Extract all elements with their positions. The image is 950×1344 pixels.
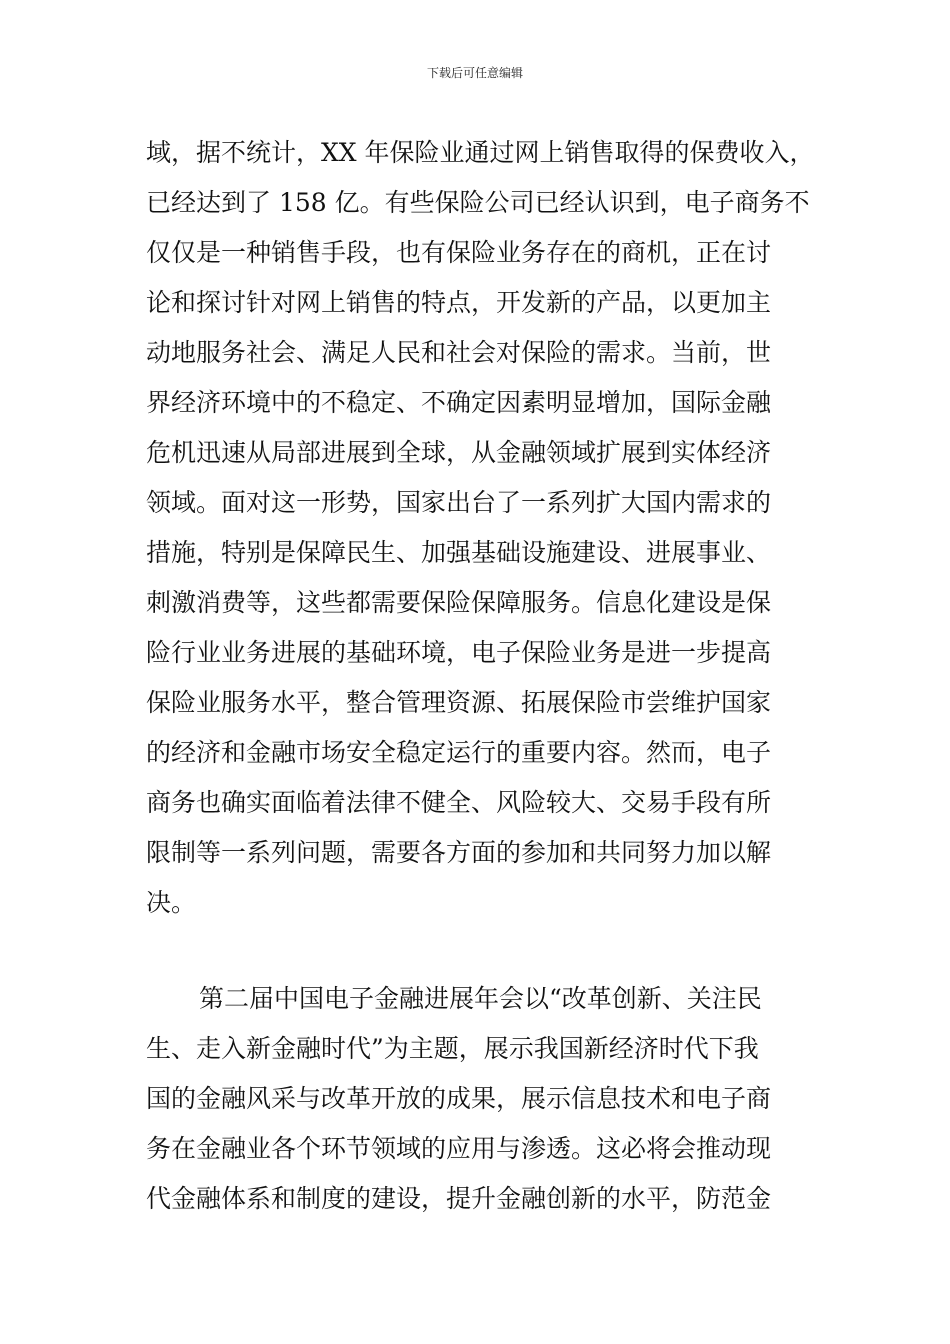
text-line: 领域。面对这一形势，国家出台了一系列扩大国内需求的 [146, 488, 772, 517]
text-line: 保险业服务水平，整合管理资源、拓展保险市尝维护国家 [146, 688, 772, 717]
text-line: 仅仅是一种销售手段，也有保险业务存在的商机，正在讨 [146, 238, 772, 267]
text-line: 决。 [146, 888, 197, 917]
paragraph-gap [146, 928, 816, 974]
document-body [146, 128, 816, 1224]
text-line: 务在金融业各个环节领域的应用与渗透。这必将会推动现 [146, 1134, 772, 1163]
text-line: 已经达到了 158 亿。有些保险公司已经认识到，电子商务不 [146, 188, 810, 217]
text-line: 险行业业务进展的基础环境，电子保险业务是进一步提高 [146, 638, 772, 667]
text-line: 界经济环境中的不稳定、不确定因素明显增加，国际金融 [146, 388, 772, 417]
text-line: 商务也确实面临着法律不健全、风险较大、交易手段有所 [146, 788, 772, 817]
text-line: 限制等一系列问题，需要各方面的参加和共同努力加以解 [146, 838, 772, 867]
text-line: 措施，特别是保障民生、加强基础设施建设、进展事业、 [146, 538, 772, 567]
text-line: 动地服务社会、满足人民和社会对保险的需求。当前，世 [146, 338, 772, 367]
paragraph [146, 974, 816, 1224]
text-line: 生、走入新金融时代”为主题，展示我国新经济时代下我 [146, 1034, 759, 1063]
text-line: 论和探讨针对网上销售的特点，开发新的产品，以更加主 [146, 288, 772, 317]
text-line: 危机迅速从局部进展到全球，从金融领域扩展到实体经济 [146, 438, 772, 467]
text-line: 域，据不统计，XX 年保险业通过网上销售取得的保费收入， [146, 138, 815, 167]
text-line: 国的金融风采与改革开放的成果，展示信息技术和电子商 [146, 1084, 772, 1113]
text-line: 的经济和金融市场安全稳定运行的重要内容。然而，电子 [146, 738, 772, 767]
paragraph [146, 128, 816, 928]
page-header: 下载后可任意编辑 [426, 66, 523, 80]
text-line: 代金融体系和制度的建设，提升金融创新的水平，防范金 [146, 1184, 772, 1213]
text-line: 刺激消费等，这些都需要保险保障服务。信息化建设是保 [146, 588, 772, 617]
text-line: 第二届中国电子金融进展年会以“改革创新、关注民 [199, 984, 762, 1013]
